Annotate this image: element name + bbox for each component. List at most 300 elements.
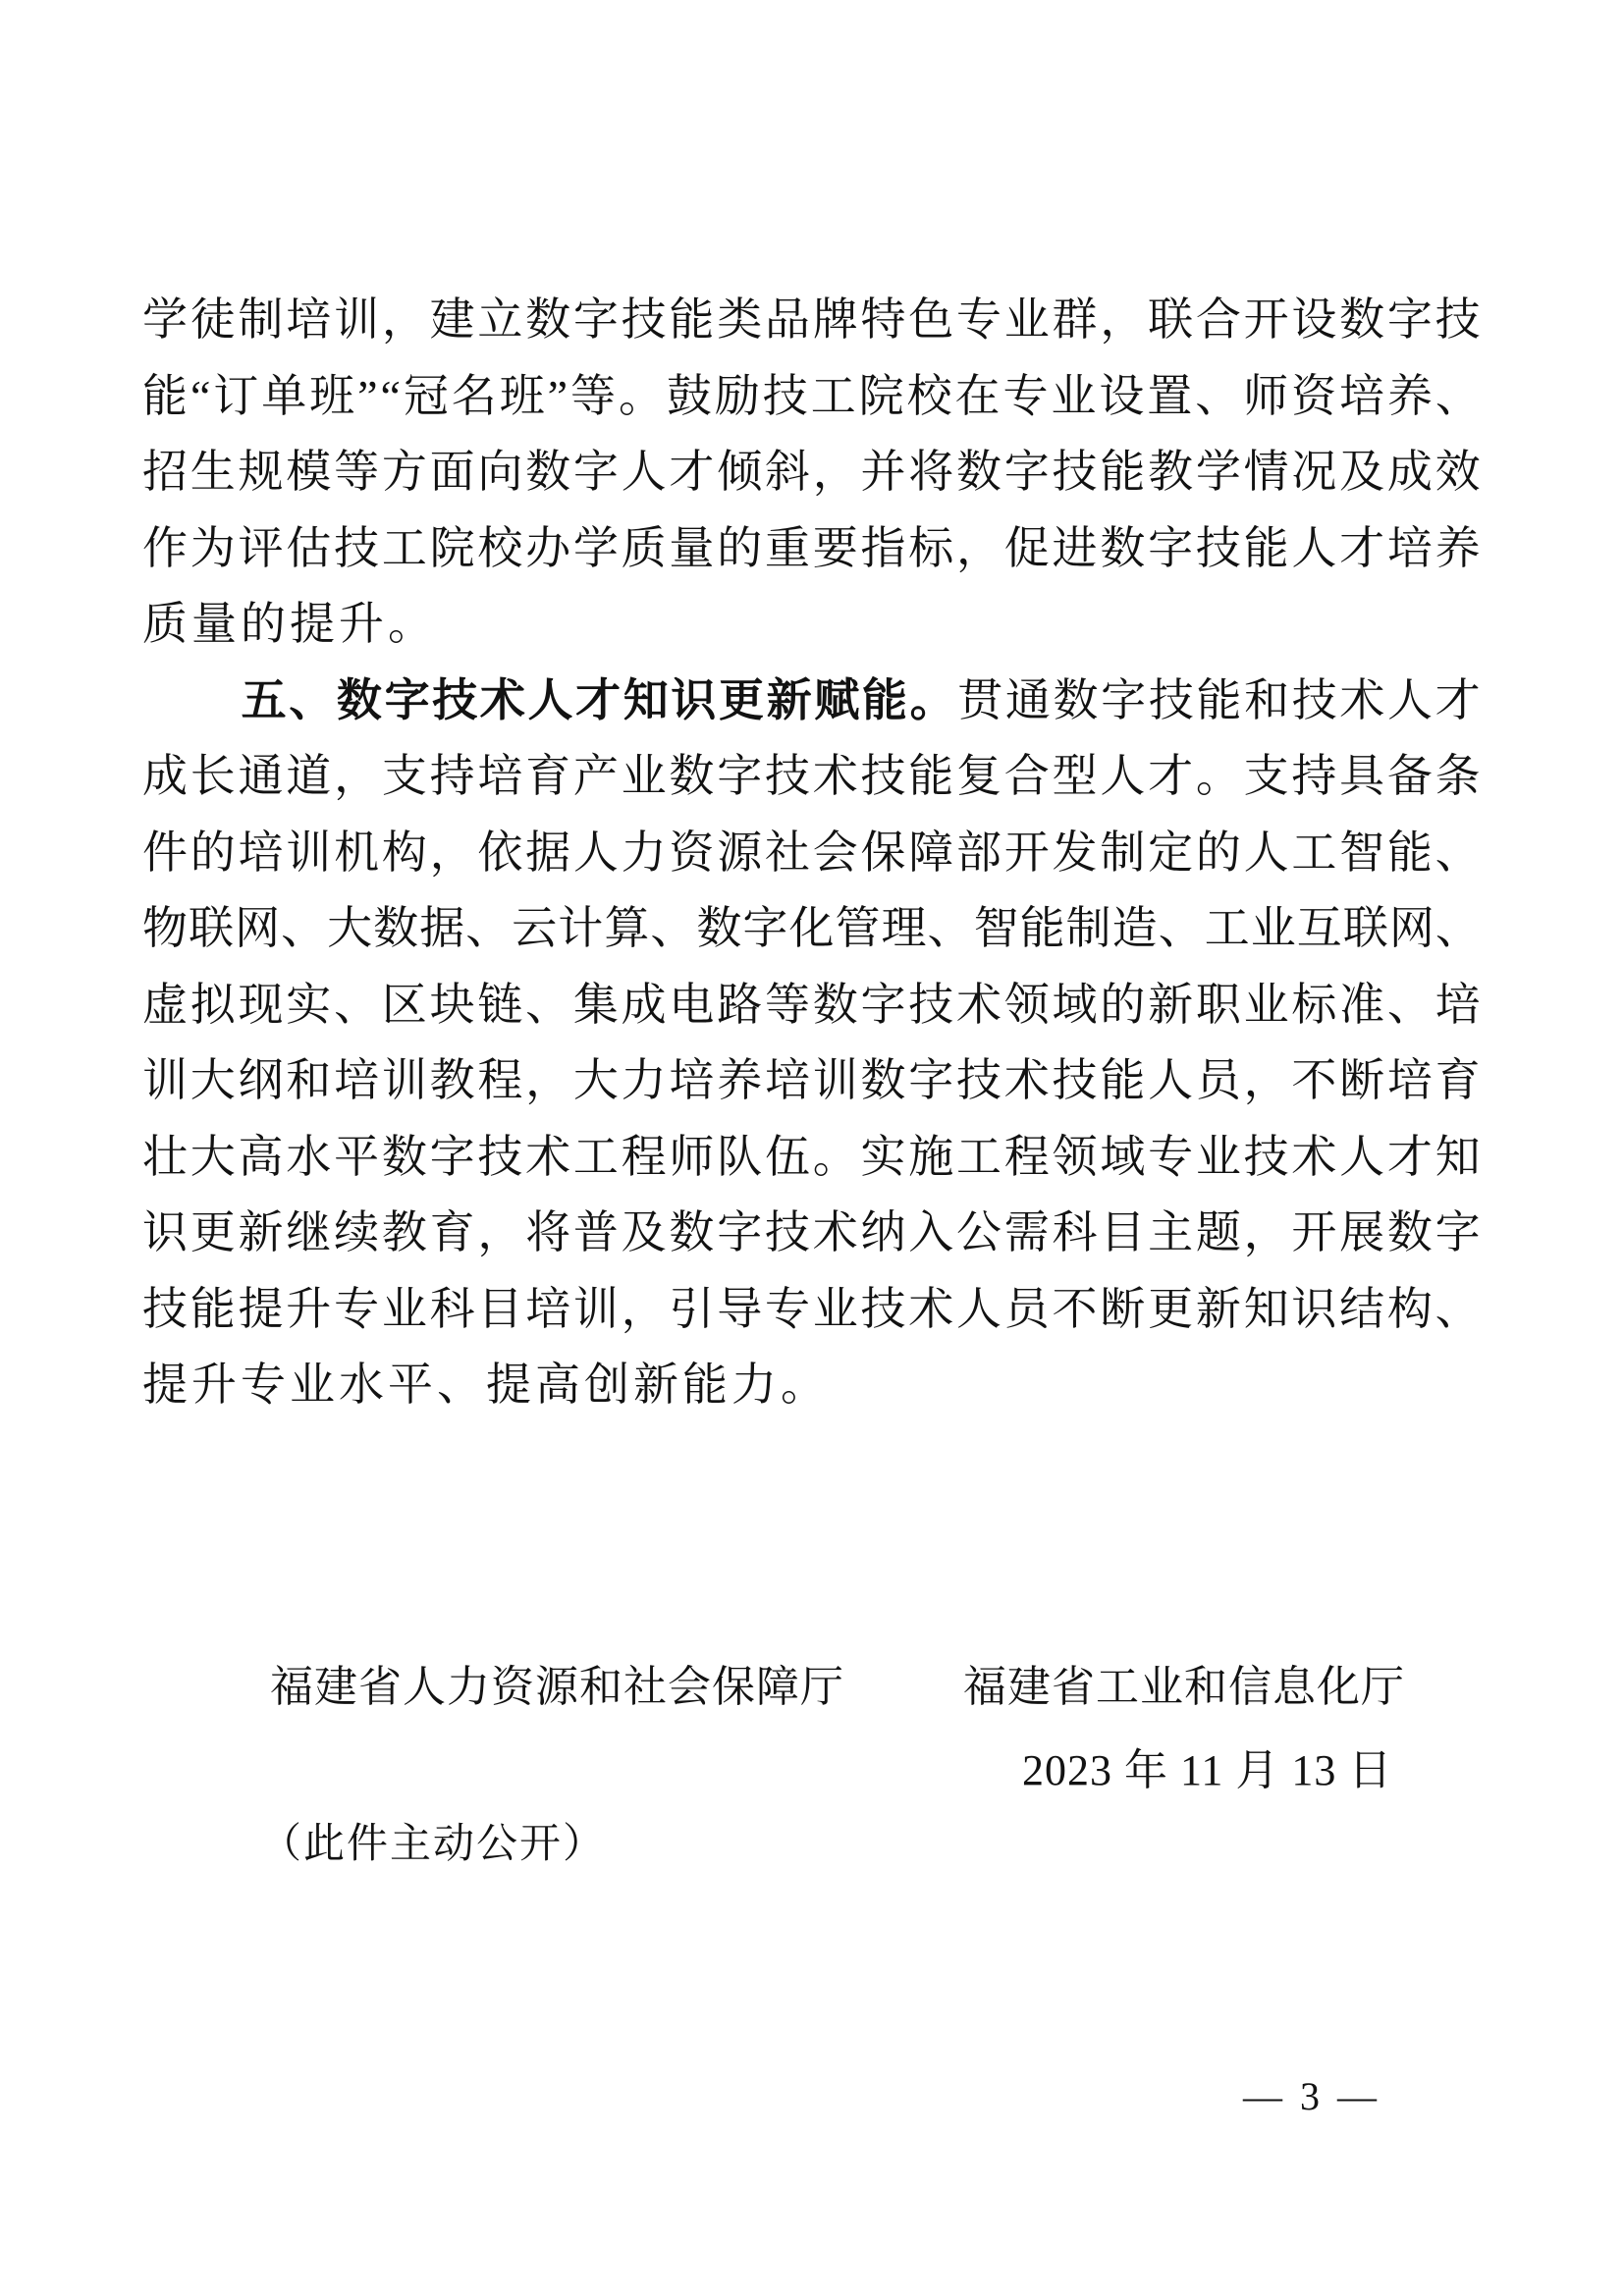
body-text-char: 类 bbox=[717, 294, 763, 345]
body-text-char: 域 bbox=[1052, 979, 1098, 1030]
body-text-char: 水 bbox=[339, 1360, 384, 1410]
section-heading-char: 字 bbox=[384, 673, 430, 725]
body-text-char: 量 bbox=[191, 599, 237, 649]
body-text-char: 才 bbox=[1435, 674, 1481, 725]
body-text-char: 虚 bbox=[142, 979, 188, 1030]
body-text-char: 化 bbox=[788, 903, 835, 953]
section-heading-char: 识 bbox=[671, 673, 717, 725]
body-text-char: 制 bbox=[238, 294, 284, 345]
section-heading-char: 五 bbox=[241, 673, 287, 725]
body-text-char: 人 bbox=[1100, 751, 1146, 801]
body-text-char: 技 bbox=[1052, 1055, 1098, 1105]
body-text-char: 面 bbox=[429, 447, 475, 497]
section-heading-char: 术 bbox=[479, 673, 525, 725]
body-text-char: 牌 bbox=[812, 294, 858, 345]
body-text-char: 资 bbox=[1291, 370, 1337, 421]
body-text-char: ， bbox=[477, 1207, 523, 1257]
body-text-char: 单 bbox=[261, 370, 307, 421]
body-text-char: 术 bbox=[1339, 674, 1385, 725]
body-text-char: 资 bbox=[669, 827, 715, 878]
body-text-char: 专 bbox=[1002, 370, 1049, 421]
body-text-char: 业 bbox=[1051, 370, 1097, 421]
body-text-char: 模 bbox=[286, 447, 332, 497]
body-text-char: ， bbox=[429, 827, 475, 878]
body-text-char: 障 bbox=[908, 827, 954, 878]
body-text-char: 训 bbox=[286, 827, 332, 878]
body-text-char: 字 bbox=[429, 1131, 475, 1182]
body-text-char: 培 bbox=[334, 1055, 380, 1105]
body-text-char: 量 bbox=[669, 522, 715, 573]
body-text-char: 续 bbox=[334, 1207, 380, 1257]
body-text-char: 冠 bbox=[403, 370, 449, 421]
body-text-char: 作 bbox=[142, 522, 188, 573]
body-text-char: ” bbox=[547, 370, 568, 421]
body-text-char: 升 bbox=[286, 1283, 332, 1334]
body-text-char: 目 bbox=[477, 1283, 523, 1334]
body-text-char: 普 bbox=[572, 1207, 619, 1257]
body-text-char: 专 bbox=[956, 294, 1002, 345]
body-line bbox=[142, 434, 1481, 510]
body-text-char: 。 bbox=[1195, 751, 1241, 801]
body-text-char: 大 bbox=[189, 1055, 236, 1105]
body-text-char: 大 bbox=[572, 1055, 619, 1105]
body-text-char: 在 bbox=[954, 370, 1001, 421]
body-text-char: 识 bbox=[142, 1207, 188, 1257]
body-text-char: 贯 bbox=[957, 674, 1003, 725]
body-text-char: 业 bbox=[381, 1283, 427, 1334]
body-text-char: 路 bbox=[717, 979, 763, 1030]
body-text-char: 制 bbox=[1065, 903, 1111, 953]
body-text-char: 师 bbox=[669, 1131, 715, 1182]
body-text-char: 长 bbox=[189, 751, 236, 801]
body-text-char: 教 bbox=[429, 1055, 475, 1105]
body-text-char: 数 bbox=[1339, 294, 1385, 345]
body-text-char: 联 bbox=[1148, 294, 1194, 345]
body-text-char: 等 bbox=[334, 447, 380, 497]
body-text-char: 斜 bbox=[764, 447, 810, 497]
body-line bbox=[142, 358, 1481, 435]
body-text-char: ， bbox=[956, 522, 1002, 573]
body-line bbox=[142, 510, 1481, 587]
body-text-char: 数 bbox=[525, 294, 571, 345]
body-text-char: 师 bbox=[1243, 370, 1289, 421]
body-text-char: 、 bbox=[1435, 827, 1481, 878]
body-text-char: 拟 bbox=[189, 979, 236, 1030]
body-text-char: 字 bbox=[1386, 294, 1433, 345]
body-text-char: 将 bbox=[908, 447, 954, 497]
document-body bbox=[142, 282, 1481, 1423]
body-text-char: 培 bbox=[286, 294, 332, 345]
body-text-char: 业 bbox=[621, 751, 667, 801]
body-text-char: 技 bbox=[762, 370, 808, 421]
body-text-char: 实 bbox=[286, 979, 332, 1030]
body-text-char: 况 bbox=[1291, 447, 1337, 497]
body-line bbox=[142, 738, 1481, 815]
body-line bbox=[142, 967, 1481, 1043]
body-text-char: 计 bbox=[558, 903, 604, 953]
section-heading-char: 数 bbox=[336, 673, 382, 725]
body-text-char: 提 bbox=[290, 599, 335, 649]
body-text-char: 及 bbox=[621, 1207, 667, 1257]
body-text-char: 字 bbox=[1101, 674, 1147, 725]
body-text-char: 色 bbox=[908, 294, 954, 345]
body-text-char: 术 bbox=[1291, 1131, 1337, 1182]
body-text-char: 、 bbox=[650, 903, 696, 953]
body-text-char: 字 bbox=[572, 447, 619, 497]
body-text-char: 等 bbox=[764, 979, 810, 1030]
body-text-char: 估 bbox=[286, 522, 332, 573]
body-text-char: 区 bbox=[381, 979, 427, 1030]
body-line bbox=[142, 1195, 1481, 1271]
body-text-char: 校 bbox=[477, 522, 523, 573]
body-text-char: 社 bbox=[764, 827, 810, 878]
body-text-char: 制 bbox=[1100, 827, 1146, 878]
body-text-char: 技 bbox=[334, 522, 380, 573]
body-text-char: 能 bbox=[908, 751, 954, 801]
body-text-char: 水 bbox=[286, 1131, 332, 1182]
body-text-char: 要 bbox=[812, 522, 858, 573]
body-text-char: 方 bbox=[381, 447, 427, 497]
section-heading-char: 新 bbox=[766, 673, 812, 725]
body-text-char: 标 bbox=[908, 522, 954, 573]
signature-left-org: 福建省人力资源和社会保障厅 bbox=[270, 1663, 844, 1711]
page-number: — 3 — bbox=[1243, 2074, 1380, 2118]
body-line bbox=[142, 1271, 1481, 1348]
body-text-char: 学 bbox=[142, 294, 188, 345]
body-text-char: 鼓 bbox=[666, 370, 712, 421]
body-text-char: 能 bbox=[1019, 903, 1065, 953]
body-text-char: 字 bbox=[572, 294, 619, 345]
body-text-char: 数 bbox=[373, 903, 419, 953]
body-text-char: 、 bbox=[1435, 370, 1481, 421]
body-text-char: 力 bbox=[731, 1360, 777, 1410]
body-text-char: 才 bbox=[1148, 751, 1194, 801]
body-text-char: “ bbox=[189, 370, 211, 421]
body-text-char: 新 bbox=[1195, 1283, 1241, 1334]
section-heading-char: 能 bbox=[861, 673, 907, 725]
body-text-char: 数 bbox=[525, 447, 571, 497]
body-text-char: 构 bbox=[381, 827, 427, 878]
body-text-char: 据 bbox=[525, 827, 571, 878]
body-text-char: 能 bbox=[1243, 522, 1289, 573]
body-text-char: 部 bbox=[956, 827, 1002, 878]
body-text-char: 目 bbox=[1100, 1207, 1146, 1257]
body-text-char: 班 bbox=[309, 370, 355, 421]
body-text-char: 保 bbox=[860, 827, 906, 878]
section-heading-char: 。 bbox=[909, 673, 955, 725]
body-text-char: ， bbox=[525, 1055, 571, 1105]
body-text-char: 重 bbox=[764, 522, 810, 573]
body-text-char: 持 bbox=[1291, 751, 1337, 801]
body-text-char: 领 bbox=[1052, 1131, 1098, 1182]
body-text-char: 科 bbox=[429, 1283, 475, 1334]
body-text-char: 专 bbox=[334, 1283, 380, 1334]
body-text-char: 合 bbox=[1195, 294, 1241, 345]
body-text-char: 才 bbox=[1339, 522, 1385, 573]
body-text-char: 校 bbox=[906, 370, 952, 421]
body-text-char: 设 bbox=[1291, 294, 1337, 345]
body-text-char: 技 bbox=[142, 1283, 188, 1334]
body-text-char: 技 bbox=[764, 751, 810, 801]
body-text-char: 技 bbox=[1243, 1131, 1289, 1182]
body-line bbox=[142, 815, 1481, 891]
body-text-char: 生 bbox=[189, 447, 236, 497]
body-text-char: 理 bbox=[881, 903, 927, 953]
body-text-char: 励 bbox=[714, 370, 760, 421]
body-text-char: 术 bbox=[525, 1131, 571, 1182]
body-text-char: 人 bbox=[956, 1283, 1002, 1334]
body-text-char: 链 bbox=[477, 979, 523, 1030]
body-text-char: 新 bbox=[633, 1360, 678, 1410]
body-text-char: 联 bbox=[189, 903, 235, 953]
body-text-char: 培 bbox=[1435, 979, 1481, 1030]
body-text-char: 人 bbox=[1339, 1131, 1385, 1182]
body-text-char: 及 bbox=[1339, 447, 1385, 497]
body-text-char: 结 bbox=[1339, 1283, 1385, 1334]
body-text-char: ， bbox=[381, 294, 427, 345]
body-text-char: 学 bbox=[1195, 447, 1241, 497]
body-text-char: 数 bbox=[381, 1131, 427, 1182]
body-text-char: 断 bbox=[1100, 1283, 1146, 1334]
body-text-char: 造 bbox=[1111, 903, 1158, 953]
body-text-char: 业 bbox=[812, 1283, 858, 1334]
body-text-char: 养 bbox=[1386, 370, 1433, 421]
body-text-char: 源 bbox=[717, 827, 763, 878]
body-text-char: 管 bbox=[835, 903, 881, 953]
body-text-char: 技 bbox=[1052, 447, 1098, 497]
body-text-char: 为 bbox=[189, 522, 236, 573]
body-line bbox=[142, 890, 1481, 967]
body-text-char: 术 bbox=[812, 751, 858, 801]
body-text-char: 专 bbox=[764, 1283, 810, 1334]
body-text-char: 能 bbox=[1100, 447, 1146, 497]
body-text-char: 创 bbox=[584, 1360, 629, 1410]
body-text-char: 机 bbox=[334, 827, 380, 878]
section-heading-char: 赋 bbox=[814, 673, 860, 725]
body-text-char: 更 bbox=[1148, 1283, 1194, 1334]
body-text-char: 、 bbox=[334, 979, 380, 1030]
body-text-char: 技 bbox=[1195, 522, 1241, 573]
body-text-char: 教 bbox=[381, 1207, 427, 1257]
body-text-char: 不 bbox=[1052, 1283, 1098, 1334]
body-text-char: 育 bbox=[1435, 1055, 1481, 1105]
body-text-char: 准 bbox=[1339, 979, 1385, 1030]
body-text-char: 更 bbox=[189, 1207, 236, 1257]
signature-date: 2023 年 11 月 13 日 bbox=[1022, 1746, 1393, 1794]
body-text-char: 大 bbox=[189, 1131, 236, 1182]
body-text-char: 现 bbox=[238, 979, 284, 1030]
body-text-char: 培 bbox=[525, 1283, 571, 1334]
body-text-char: 质 bbox=[621, 522, 667, 573]
body-text-char: 通 bbox=[238, 751, 284, 801]
body-text-char: 人 bbox=[621, 447, 667, 497]
section-heading-char: 更 bbox=[719, 673, 765, 725]
body-text-char: 合 bbox=[1003, 751, 1050, 801]
body-text-char: 备 bbox=[1386, 751, 1433, 801]
body-text-char: 实 bbox=[860, 1131, 906, 1182]
body-line bbox=[142, 282, 1481, 358]
body-text-char: 队 bbox=[717, 1131, 763, 1182]
body-text-char: 知 bbox=[1243, 1283, 1289, 1334]
body-text-char: 。 bbox=[781, 1360, 826, 1410]
body-text-char: 云 bbox=[512, 903, 558, 953]
body-text-char: 继 bbox=[286, 1207, 332, 1257]
body-text-char: 。 bbox=[812, 1131, 858, 1182]
body-text-char: 等 bbox=[570, 370, 616, 421]
body-text-char: 人 bbox=[1387, 674, 1434, 725]
body-text-char: 的 bbox=[1195, 827, 1241, 878]
body-text-char: 技 bbox=[1148, 674, 1194, 725]
body-text-char: 字 bbox=[860, 979, 906, 1030]
body-text-char: 名 bbox=[451, 370, 497, 421]
body-text-char: 规 bbox=[238, 447, 284, 497]
body-text-char: 提 bbox=[486, 1360, 531, 1410]
body-text-char: 业 bbox=[290, 1360, 335, 1410]
body-text-char: 养 bbox=[717, 1055, 763, 1105]
body-text-char: 培 bbox=[669, 1055, 715, 1105]
body-text-char: 设 bbox=[1099, 370, 1145, 421]
body-line bbox=[142, 663, 1481, 739]
body-text-char: 开 bbox=[1291, 1207, 1337, 1257]
body-text-char: 集 bbox=[572, 979, 619, 1030]
body-text-char: 数 bbox=[1100, 522, 1146, 573]
body-text-char: 平 bbox=[334, 1131, 380, 1182]
body-text-char: 壮 bbox=[142, 1131, 188, 1182]
body-text-char: 养 bbox=[1435, 522, 1481, 573]
body-text-char: 培 bbox=[764, 1055, 810, 1105]
body-text-char: 、 bbox=[1386, 979, 1433, 1030]
body-text-char: 入 bbox=[908, 1207, 954, 1257]
body-text-char: 品 bbox=[764, 294, 810, 345]
body-text-char: 订 bbox=[213, 370, 259, 421]
body-text-char: 能 bbox=[189, 1283, 236, 1334]
body-text-char: 联 bbox=[1342, 903, 1388, 953]
body-text-char: 支 bbox=[381, 751, 427, 801]
body-text-char: ， bbox=[812, 447, 858, 497]
section-heading-char: 技 bbox=[432, 673, 478, 725]
body-text-char: 特 bbox=[860, 294, 906, 345]
body-text-char: 将 bbox=[525, 1207, 571, 1257]
body-text-char: 能 bbox=[669, 294, 715, 345]
body-text-char: 工 bbox=[1204, 903, 1250, 953]
body-text-char: 工 bbox=[1291, 827, 1337, 878]
body-text-char: 域 bbox=[1100, 1131, 1146, 1182]
body-text-char: 程 bbox=[477, 1055, 523, 1105]
body-text-char: 能 bbox=[682, 1360, 728, 1410]
body-text-char: 纲 bbox=[238, 1055, 284, 1105]
body-text-char: 培 bbox=[1339, 370, 1384, 421]
body-text-char: 业 bbox=[1003, 294, 1050, 345]
body-text-char: 产 bbox=[572, 751, 619, 801]
body-text-char: 提 bbox=[238, 1283, 284, 1334]
body-text-char: 互 bbox=[1296, 903, 1342, 953]
body-text-char: 和 bbox=[1244, 674, 1290, 725]
body-text-char: 培 bbox=[1386, 522, 1433, 573]
body-text-char: 字 bbox=[908, 1055, 954, 1105]
body-text-char: 平 bbox=[388, 1360, 433, 1410]
body-text-char: 程 bbox=[1003, 1131, 1050, 1182]
body-text-char: 专 bbox=[241, 1360, 286, 1410]
body-text-char: 训 bbox=[572, 1283, 619, 1334]
body-text-char: 人 bbox=[1243, 827, 1289, 878]
body-text-char: 不 bbox=[1291, 1055, 1337, 1105]
section-heading-char: 、 bbox=[289, 673, 335, 725]
body-text-char: 数 bbox=[1053, 674, 1099, 725]
body-text-char: 高 bbox=[535, 1360, 580, 1410]
body-text-char: 大 bbox=[327, 903, 373, 953]
body-text-char: 公 bbox=[956, 1207, 1002, 1257]
body-text-char: 技 bbox=[1291, 674, 1337, 725]
body-text-char: 训 bbox=[142, 1055, 188, 1105]
body-text-char: 工 bbox=[572, 1131, 619, 1182]
body-text-char: 技 bbox=[764, 1207, 810, 1257]
body-text-char: 支 bbox=[1243, 751, 1289, 801]
body-text-char: 人 bbox=[1148, 1055, 1194, 1105]
body-line bbox=[142, 586, 1481, 663]
body-text-char: 定 bbox=[1148, 827, 1194, 878]
body-text-char: 的 bbox=[241, 599, 286, 649]
body-text-char: 断 bbox=[1339, 1055, 1385, 1105]
body-text-char: 、 bbox=[1435, 903, 1481, 953]
body-text-char: 能 bbox=[1386, 827, 1433, 878]
body-text-char: 向 bbox=[477, 447, 523, 497]
body-text-char: 建 bbox=[429, 294, 475, 345]
body-text-char: 的 bbox=[717, 522, 763, 573]
body-text-char: ， bbox=[1243, 1207, 1289, 1257]
body-text-char: 科 bbox=[1052, 1207, 1098, 1257]
body-text-char: 的 bbox=[189, 827, 236, 878]
body-text-char: 办 bbox=[525, 522, 571, 573]
body-text-char: 开 bbox=[1243, 294, 1289, 345]
body-text-char: 型 bbox=[1052, 751, 1098, 801]
body-text-char: 数 bbox=[860, 1055, 906, 1105]
disclosure-note: （此件主动公开） bbox=[260, 1822, 607, 1867]
body-text-char: 质 bbox=[142, 599, 188, 649]
body-text-char: 技 bbox=[908, 979, 954, 1030]
body-text-char: 成 bbox=[1386, 447, 1433, 497]
body-text-char: 员 bbox=[1195, 1055, 1241, 1105]
body-text-char: 力 bbox=[621, 827, 667, 878]
body-text-char: 标 bbox=[1291, 979, 1337, 1030]
body-text-char: 训 bbox=[812, 1055, 858, 1105]
body-text-char: 、 bbox=[281, 903, 327, 953]
body-text-char: 培 bbox=[238, 827, 284, 878]
body-text-char: 升 bbox=[191, 1360, 237, 1410]
body-text-char: 教 bbox=[1148, 447, 1194, 497]
body-text-char: 育 bbox=[429, 1207, 475, 1257]
body-text-char: 、 bbox=[1435, 1283, 1481, 1334]
body-text-char: 成 bbox=[621, 979, 667, 1030]
body-text-char: 群 bbox=[1052, 294, 1098, 345]
body-text-char: 成 bbox=[142, 751, 188, 801]
body-text-char: 、 bbox=[465, 903, 512, 953]
body-text-char: “ bbox=[380, 370, 401, 421]
body-text-char: 立 bbox=[477, 294, 523, 345]
body-text-char: 工 bbox=[810, 370, 856, 421]
body-text-char: 的 bbox=[1100, 979, 1146, 1030]
body-text-char: 学 bbox=[572, 522, 619, 573]
body-text-char: ， bbox=[621, 1283, 667, 1334]
body-text-char: 、 bbox=[437, 1360, 482, 1410]
body-text-char: 徒 bbox=[189, 294, 236, 345]
body-text-char: 术 bbox=[908, 1283, 954, 1334]
body-text-char: 能 bbox=[1196, 674, 1242, 725]
body-line bbox=[142, 1042, 1481, 1119]
body-text-char: ， bbox=[334, 751, 380, 801]
body-text-char: 条 bbox=[1435, 751, 1481, 801]
body-text-char: 人 bbox=[572, 827, 619, 878]
body-text-char: 力 bbox=[621, 1055, 667, 1105]
